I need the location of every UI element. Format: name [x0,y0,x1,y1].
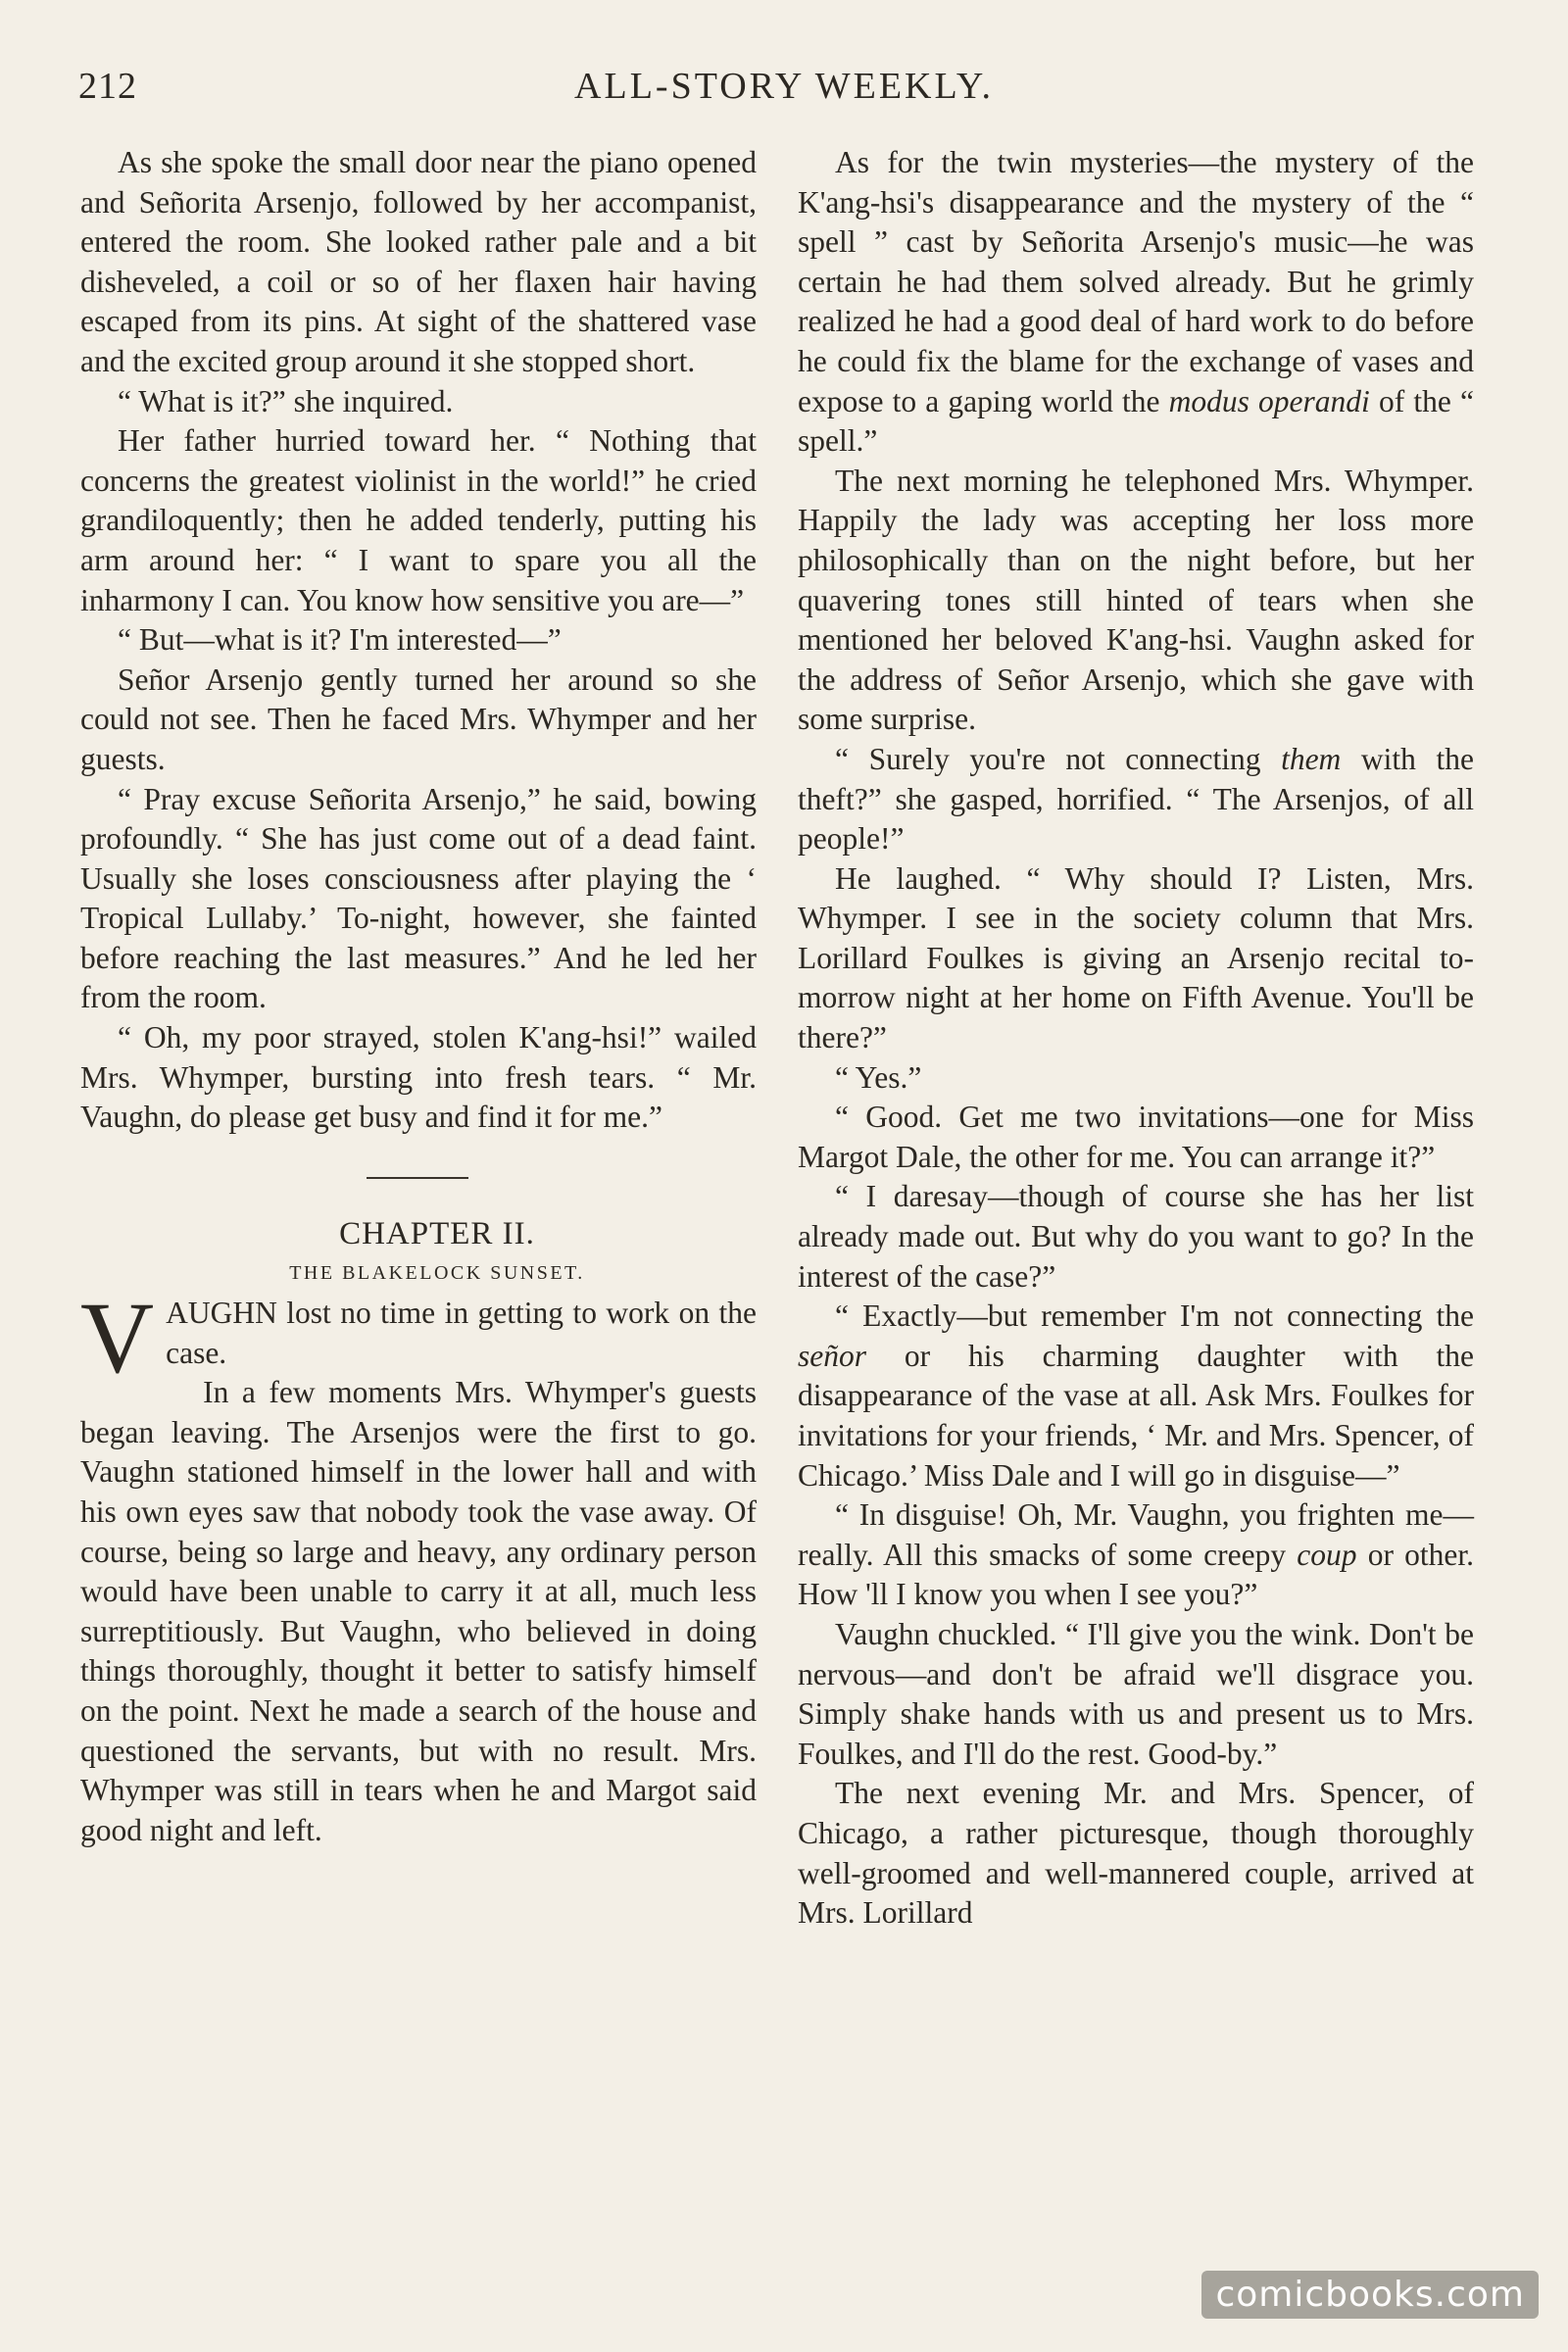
italic-phrase: them [1281,741,1342,776]
page-number: 212 [78,66,137,107]
paragraph [798,1297,1474,1495]
text-run: “ Exactly—but remember I'm not connecting the [835,1298,1474,1334]
paragraph: In a few moments Mrs. Whymper's guests began leaving. The Arsenjos were the first to go. Vaughn stationed himself in the lower hall and with his own eyes saw that nobody took the vase away. Of course, being so large and heavy, any ordinary person would have been unable to carry it at all, much less surreptitiously. But Vaughn, who believed in doing things thoroughly, thought it better to satisfy himself on the point. Next he made a search of the house and questioned the servants, but with no result. Mrs. Whymper was still in tears when he and Margot said good night and left. [80,1375,757,1847]
text-run: “ Surely you're not connecting [835,741,1282,776]
text-run: or other. How 'll I know you when I see you?” [798,1537,1474,1612]
paragraph [798,1495,1474,1615]
paragraph: Señor Arsenjo gently turned her around so she could not see. Then he faced Mrs. Whymper and her guests. [80,662,757,776]
paragraph: “ Pray excuse Señorita Arsenjo,” he said, bowing profoundly. “ She has just come out of a dead faint. Usually she loses consciousness after playing the ‘ Tropical Lullaby.’ To-night, however, she fainted before reaching the last measures.” And he led her from the room. [80,781,757,1015]
paragraph: “ But—what is it? I'm interested—” [118,622,562,658]
paragraph: Vaughn chuckled. “ I'll give you the wink. Don't be nervous—and don't be afraid we'll disgrace you. Simply shake hands with us and present us to Mrs. Foulkes, and I'll do the rest. Good-by.” [798,1616,1474,1771]
running-head: ALL-STORY WEEKLY. [574,66,994,107]
page-header [78,65,1490,114]
text-run: As for the twin mysteries—the mystery of the K'ang-hsi's disappearance and the mystery of the “ spell ” cast by Señorita Arsenjo's music—he was certain he had them solved already. But he grimly realized he had a good deal of hard work to do before he could fix the blame for the exchange of vases and expose to a gaping world the [798,145,1474,418]
drop-cap: V [80,1282,155,1396]
text-run: of the “ spell.” [798,383,1474,459]
paragraph: As she spoke the small door near the piano opened and Señorita Arsenjo, followed by her accompanist, entered the room. She looked rather pale and a bit disheveled, a coil or so of her flaxen hair having escaped from its pins. At sight of the shattered vase and the excited group around it she stopped short. [80,145,757,378]
opening-text: AUGHN lost no time in getting to work on the case. [166,1296,757,1370]
paragraph: Her father hurried toward her. “ Nothing that concerns the greatest violinist in the world!” he cried grandiloquently; then he added tenderly, putting his arm around her: “ I want to spare you all the inharmony I can. You know how sensitive you are—” [80,423,757,617]
paragraph: The next morning he telephoned Mrs. Whymper. Happily the lady was accepting her loss more philosophically than on the night before, but her quavering tones still hinted of tears when she mentioned her beloved K'ang-hsi. Vaughn asked for the address of Señor Arsenjo, which she gave with some surprise. [798,463,1474,737]
right-column [798,143,1474,1934]
site-watermark: comicbooks.com [1201,2271,1539,2319]
paragraph: “ I daresay—though of course she has her list already made out. But why do you want to go? In the interest of the case?” [798,1179,1474,1294]
text-run: with the theft?” she gasped, horrified. “ The Arsenjos, of all people!” [798,741,1474,857]
paragraph: “ What is it?” she inquired. [118,383,454,418]
section-divider [80,1138,757,1214]
left-column [80,143,757,1850]
paragraph: “ Oh, my poor strayed, stolen K'ang-hsi!” wailed Mrs. Whymper, bursting into fresh tears. “ Mr. Vaughn, do please get busy and find it for me.” [80,1020,757,1135]
italic-phrase: coup [1297,1537,1357,1572]
paragraph [798,740,1474,859]
text-run: or his charming daughter with the disappearance of the vase at all. Ask Mrs. Foulkes for invitations for your friends, ‘ Mr. and Mrs. Spencer, of Chicago.’ Miss Dale and I will go in disguise—” [798,1338,1474,1493]
text-run: “ In disguise! Oh, Mr. Vaughn, you frighten me—really. All this smacks of some creepy [798,1497,1474,1572]
paragraph: “ Yes.” [835,1059,922,1095]
italic-phrase: señor [798,1338,866,1373]
paragraph: He laughed. “ Why should I? Listen, Mrs. Whymper. I see in the society column that Mrs. Lorillard Foulkes is giving an Arsenjo recital to-morrow night at her home on Fifth Avenue. You'll be there?” [798,860,1474,1055]
italic-phrase: modus operandi [1168,383,1370,418]
paragraph [798,143,1474,462]
chapter-subtitle: THE BLAKELOCK SUNSET. [289,1262,585,1285]
paragraph: The next evening Mr. and Mrs. Spencer, of Chicago, a rather picturesque, though thoroughly well-groomed and well-mannered couple, arrived at Mrs. Lorillard [798,1776,1474,1931]
paragraph: “ Good. Get me two invitations—one for Miss Margot Dale, the other for me. You can arrange it?” [798,1100,1474,1174]
chapter-title: CHAPTER II. [339,1215,535,1251]
divider-rule [367,1177,468,1179]
chapter-opening-paragraph [80,1282,757,1396]
